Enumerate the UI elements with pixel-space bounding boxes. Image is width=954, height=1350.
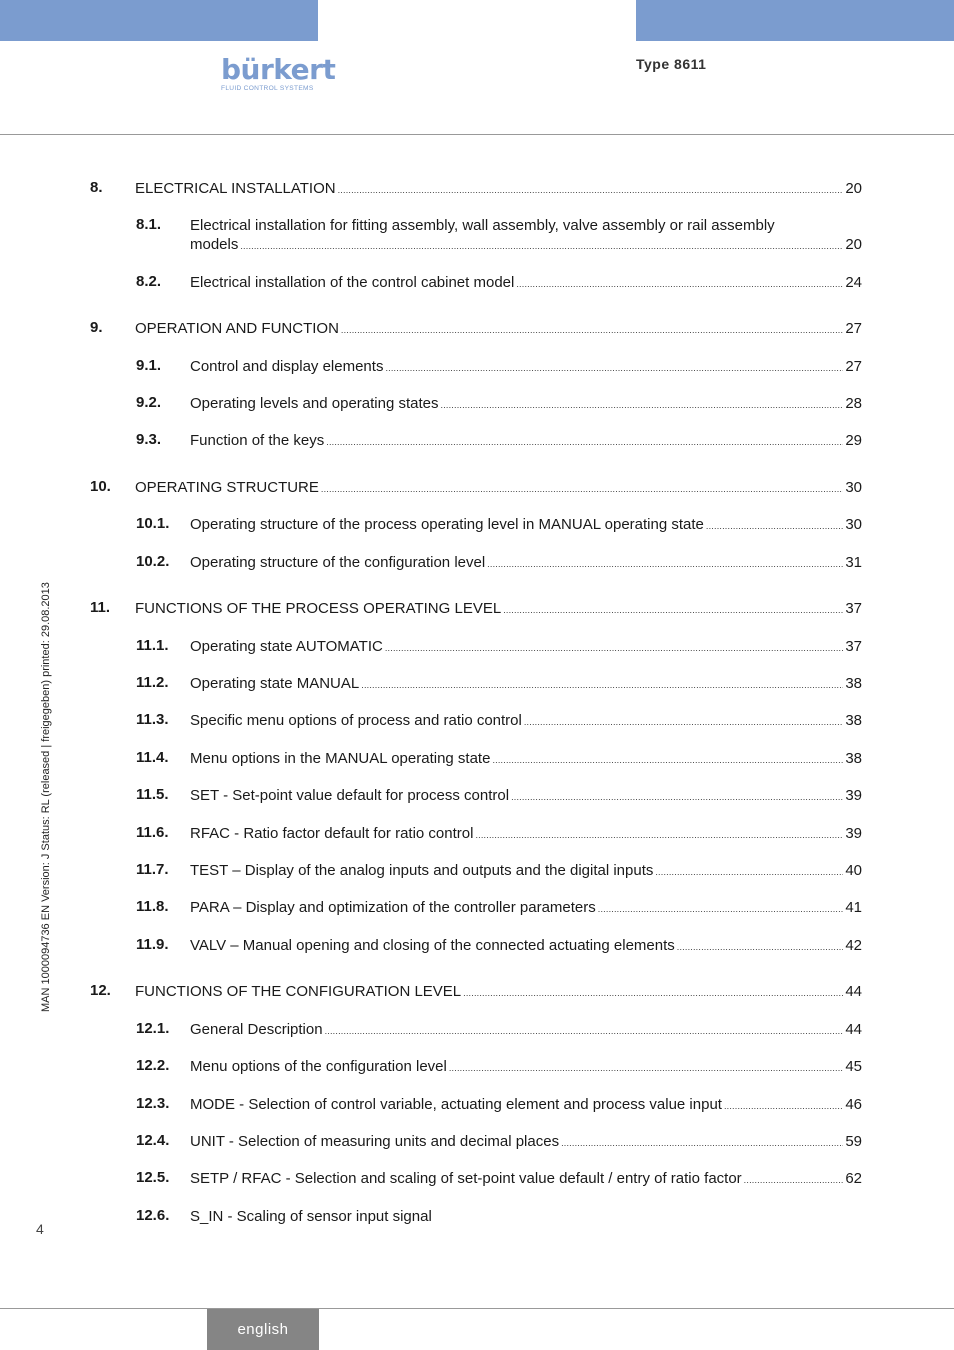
toc-title: Control and display elements [190, 358, 384, 375]
toc-page: 42 [845, 937, 862, 954]
toc-page: 38 [845, 675, 862, 692]
toc-leader [326, 433, 843, 452]
toc-leader [385, 639, 843, 658]
toc-number: 12.6. [136, 1207, 170, 1224]
toc-entry[interactable] [90, 982, 862, 1003]
toc-title: Operating state AUTOMATIC [190, 638, 383, 655]
toc-page: 31 [845, 554, 862, 571]
toc-number: 12.1. [136, 1020, 170, 1037]
toc-entry[interactable] [136, 1095, 862, 1116]
toc-title: Operating structure of the process operating level in MANUAL operating state [190, 516, 704, 533]
toc-leader [240, 237, 843, 256]
toc-entry[interactable] [136, 1207, 862, 1226]
toc-title: Menu options of the configuration level [190, 1058, 447, 1075]
toc-number: 11.8. [136, 898, 169, 915]
document-type: Type 8611 [636, 56, 707, 72]
toc-entry[interactable] [136, 553, 862, 574]
toc-number: 9.2. [136, 394, 162, 411]
toc-title: VALV – Manual opening and closing of the connected actuating elements [190, 937, 675, 954]
document-status-text: MAN 1000094736 EN Version: J Status: RL (released | freigegeben) printed: 29.08.2013 [40, 582, 52, 1012]
toc-page: 20 [845, 180, 862, 197]
toc-entry[interactable] [136, 637, 862, 658]
toc-number: 12.2. [136, 1057, 170, 1074]
toc-entry[interactable] [136, 786, 862, 807]
toc-number: 11.2. [136, 674, 169, 691]
toc-leader [724, 1097, 843, 1116]
toc-entry[interactable] [136, 357, 862, 378]
toc-title: Operating state MANUAL [190, 675, 360, 692]
toc-title: Electrical installation of the control cabinet model [190, 274, 515, 291]
toc-entry[interactable] [136, 749, 862, 770]
toc-entry[interactable] [136, 515, 862, 536]
toc-title: FUNCTIONS OF THE PROCESS OPERATING LEVEL [135, 600, 502, 617]
toc-page: 27 [845, 358, 862, 375]
toc-number: 11.7. [136, 861, 169, 878]
toc-page: 37 [845, 600, 862, 617]
toc-entry[interactable] [136, 936, 862, 957]
toc-entry[interactable] [136, 216, 862, 256]
toc-title: OPERATING STRUCTURE [135, 479, 319, 496]
toc-entry[interactable] [90, 478, 862, 499]
toc-leader [487, 555, 843, 574]
toc-page: 20 [845, 236, 862, 253]
toc-title: Specific menu options of process and ratio control [190, 712, 522, 729]
toc-number: 11.4. [136, 749, 169, 766]
toc-title-continued: models [190, 236, 239, 253]
toc-page: 38 [845, 750, 862, 767]
toc-page: 38 [845, 712, 862, 729]
toc-page: 30 [845, 516, 862, 533]
toc-leader [449, 1059, 843, 1078]
toc-number: 11.6. [136, 824, 169, 841]
toc-title: RFAC - Ratio factor default for ratio control [190, 825, 474, 842]
toc-title: Function of the keys [190, 432, 325, 449]
footer-divider [0, 1308, 954, 1309]
toc-number: 10.2. [136, 553, 170, 570]
toc-number: 11.9. [136, 936, 169, 953]
toc-number: 11.3. [136, 711, 169, 728]
toc-page: 62 [845, 1170, 862, 1187]
toc-leader [463, 984, 843, 1003]
toc-leader [341, 321, 843, 340]
toc-leader [441, 396, 844, 415]
toc-leader [511, 788, 843, 807]
toc-leader [744, 1171, 844, 1190]
toc-leader [385, 359, 843, 378]
toc-number: 9.3. [136, 431, 162, 448]
toc-title: MODE - Selection of control variable, actuating element and process value input [190, 1096, 722, 1113]
language-tab: english [207, 1309, 319, 1350]
toc-title: S_IN - Scaling of sensor input signal [190, 1208, 432, 1225]
toc-number: 8. [90, 179, 103, 196]
toc-number: 8.1. [136, 216, 162, 233]
toc-title: SET - Set-point value default for process control [190, 787, 510, 804]
toc-leader [475, 826, 843, 845]
toc-number: 11. [90, 599, 111, 616]
toc-entry[interactable] [136, 1057, 862, 1078]
toc-title: TEST – Display of the analog inputs and outputs and the digital inputs [190, 862, 654, 879]
toc-number: 10. [90, 478, 111, 495]
toc-leader [561, 1134, 843, 1153]
toc-page: 44 [845, 1021, 862, 1038]
toc-number: 12.3. [136, 1095, 170, 1112]
toc-page: 46 [845, 1096, 862, 1113]
toc-title: Electrical installation for fitting assembly, wall assembly, valve assembly or rail assembly [190, 217, 775, 234]
toc-number: 9. [90, 319, 103, 336]
toc-leader [361, 676, 843, 695]
toc-entry[interactable] [90, 599, 862, 620]
toc-number: 11.5. [136, 786, 169, 803]
brand-name: bürkert [221, 53, 336, 86]
toc-page: 29 [845, 432, 862, 449]
toc-entry[interactable] [136, 861, 862, 882]
toc-leader [492, 751, 843, 770]
toc-title: Menu options in the MANUAL operating state [190, 750, 491, 767]
toc-page: 39 [845, 787, 862, 804]
toc-leader [325, 1022, 844, 1041]
toc-leader [338, 181, 844, 200]
toc-entry[interactable] [136, 711, 862, 732]
toc-entry[interactable] [136, 1020, 862, 1041]
toc-page: 37 [845, 638, 862, 655]
toc-page: 59 [845, 1133, 862, 1150]
toc-title: Operating levels and operating states [190, 395, 439, 412]
toc-leader [321, 480, 843, 499]
toc-title: FUNCTIONS OF THE CONFIGURATION LEVEL [135, 983, 462, 1000]
toc-leader [516, 275, 843, 294]
toc-page: 40 [845, 862, 862, 879]
toc-title: UNIT - Selection of measuring units and decimal places [190, 1133, 560, 1150]
toc-number: 8.2. [136, 273, 162, 290]
toc-title: Operating structure of the configuration level [190, 554, 486, 571]
toc-page: 28 [845, 395, 862, 412]
toc-title: OPERATION AND FUNCTION [135, 320, 339, 337]
toc-entry[interactable] [136, 898, 862, 919]
toc-number: 12. [90, 982, 111, 999]
toc-page: 24 [845, 274, 862, 291]
toc-page: 41 [845, 899, 862, 916]
brand-tagline: FLUID CONTROL SYSTEMS [221, 85, 314, 92]
toc-leader [706, 517, 843, 536]
toc-entry[interactable] [136, 824, 862, 845]
toc-number: 12.5. [136, 1169, 170, 1186]
toc-entry[interactable] [136, 394, 862, 415]
toc-leader [677, 938, 844, 957]
toc-page: 45 [845, 1058, 862, 1075]
toc-entry[interactable] [136, 1169, 862, 1190]
toc-page: 27 [845, 320, 862, 337]
toc-leader [598, 900, 844, 919]
toc-number: 11.1. [136, 637, 169, 654]
toc-page: 39 [845, 825, 862, 842]
toc-entry[interactable] [136, 431, 862, 452]
toc-title: ELECTRICAL INSTALLATION [135, 180, 336, 197]
toc-leader [503, 601, 843, 620]
toc-entry[interactable] [136, 674, 862, 695]
toc-title: General Description [190, 1021, 323, 1038]
toc-title: SETP / RFAC - Selection and scaling of set-point value default / entry of ratio factor [190, 1170, 742, 1187]
toc-number: 9.1. [136, 357, 162, 374]
toc-page: 30 [845, 479, 862, 496]
toc-entry[interactable] [90, 179, 862, 200]
page-number: 4 [36, 1221, 44, 1237]
toc-entry[interactable] [136, 1132, 862, 1153]
toc-page: 44 [845, 983, 862, 1000]
toc-leader [655, 863, 843, 882]
toc-number: 12.4. [136, 1132, 170, 1149]
toc-title: PARA – Display and optimization of the controller parameters [190, 899, 596, 916]
toc-number: 10.1. [136, 515, 170, 532]
toc-leader [524, 713, 843, 732]
toc-entry[interactable] [90, 319, 862, 340]
toc-entry[interactable] [136, 273, 862, 294]
